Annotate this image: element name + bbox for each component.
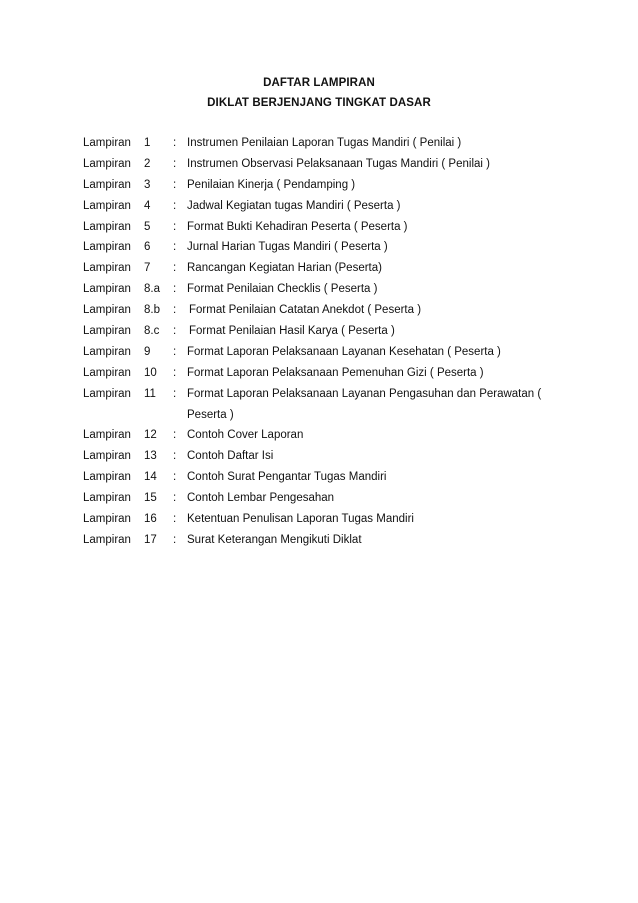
appendix-label: Lampiran <box>83 283 131 296</box>
appendix-label: Lampiran <box>83 513 131 526</box>
appendix-label: Lampiran <box>83 429 131 442</box>
appendix-number: 15 <box>144 492 157 505</box>
appendix-label: Lampiran <box>83 325 131 338</box>
appendix-separator: : <box>173 471 177 484</box>
appendix-label: Lampiran <box>83 137 131 149</box>
appendix-title: Contoh Daftar Isi <box>187 450 274 463</box>
appendix-title: Contoh Lembar Pengesahan <box>187 492 335 505</box>
appendix-label: Lampiran <box>83 533 131 546</box>
appendix-label: Lampiran <box>83 345 131 358</box>
appendix-separator: : <box>173 241 177 254</box>
appendix-separator: : <box>173 513 177 526</box>
appendix-separator: : <box>173 429 177 442</box>
appendix-label: Lampiran <box>83 492 131 505</box>
appendix-separator: : <box>173 304 177 317</box>
appendix-row <box>83 321 553 342</box>
appendix-label: Lampiran <box>83 157 131 170</box>
appendix-title: Format Penilaian Hasil Karya ( Peserta ) <box>189 325 395 338</box>
appendix-title: Ketentuan Penulisan Laporan Tugas Mandiri <box>187 513 414 526</box>
appendix-label: Lampiran <box>83 178 131 191</box>
appendix-title: Format Laporan Pelaksanaan Pemenuhan Gizi ( Peserta ) <box>187 366 484 379</box>
appendix-number: 8.a <box>144 283 160 296</box>
appendix-label: Lampiran <box>83 304 131 317</box>
appendix-separator: : <box>173 345 177 358</box>
appendix-title: Jadwal Kegiatan tugas Mandiri ( Peserta ) <box>187 199 401 212</box>
appendix-number: 11 <box>144 387 156 400</box>
appendix-number: 9 <box>144 345 151 358</box>
appendix-separator: : <box>173 387 177 400</box>
appendix-title: Rancangan Kegiatan Harian (Peserta) <box>187 262 382 275</box>
appendix-row <box>83 175 553 196</box>
appendix-separator: : <box>173 137 177 149</box>
appendix-label: Lampiran <box>83 199 131 212</box>
appendix-title: Penilaian Kinerja ( Pendamping ) <box>187 178 356 191</box>
document-title: DAFTAR LAMPIRAN <box>263 77 375 89</box>
appendix-label: Lampiran <box>83 241 131 254</box>
appendix-number: 2 <box>144 157 151 170</box>
appendix-number: 14 <box>144 471 157 484</box>
appendix-separator: : <box>173 220 177 233</box>
appendix-row <box>83 363 553 384</box>
document-subtitle: DIKLAT BERJENJANG TINGKAT DASAR <box>207 97 431 109</box>
appendix-number: 1 <box>144 137 151 149</box>
appendix-label: Lampiran <box>83 366 131 379</box>
appendix-number: 8.b <box>144 304 160 317</box>
appendix-separator: : <box>173 199 177 212</box>
appendix-label: Lampiran <box>83 450 131 463</box>
appendix-label: Lampiran <box>83 220 131 233</box>
appendix-title: Format Bukti Kehadiran Peserta ( Peserta ) <box>187 220 408 233</box>
appendix-row <box>83 279 553 300</box>
appendix-label: Lampiran <box>83 471 131 484</box>
appendix-separator: : <box>173 533 177 546</box>
appendix-separator: : <box>173 178 177 191</box>
appendix-number: 6 <box>144 241 151 254</box>
appendix-title: Format Laporan Pelaksanaan Layanan Kesehatan ( Peserta ) <box>187 345 501 358</box>
appendix-number: 7 <box>144 262 151 275</box>
appendix-row <box>83 196 553 217</box>
appendix-number: 10 <box>144 366 157 379</box>
appendix-separator: : <box>173 157 177 170</box>
appendix-row <box>83 446 553 467</box>
appendix-separator: : <box>173 283 177 296</box>
appendix-row <box>83 258 553 279</box>
appendix-separator: : <box>173 325 177 338</box>
appendix-title: Contoh Cover Laporan <box>187 429 304 442</box>
appendix-number: 17 <box>144 533 157 546</box>
appendix-title: Jurnal Harian Tugas Mandiri ( Peserta ) <box>187 241 388 254</box>
appendix-separator: : <box>173 450 177 463</box>
appendix-row <box>83 530 553 551</box>
appendix-separator: : <box>173 492 177 505</box>
appendix-number: 16 <box>144 513 157 526</box>
appendix-separator: : <box>173 262 177 275</box>
appendix-number: 4 <box>144 199 151 212</box>
appendix-number: 8.c <box>144 325 160 338</box>
appendix-title: Surat Keterangan Mengikuti Diklat <box>187 533 362 546</box>
appendix-row <box>83 237 553 258</box>
appendix-separator: : <box>173 366 177 379</box>
appendix-title: Format Penilaian Catatan Anekdot ( Peserta ) <box>189 304 422 317</box>
appendix-row <box>83 300 553 321</box>
appendix-row <box>83 509 553 530</box>
appendix-title: Instrumen Observasi Pelaksanaan Tugas Mandiri ( Penilai ) <box>187 157 490 170</box>
appendix-title: Format Laporan Pelaksanaan Layanan Pengasuhan dan Perawatan ( Peserta ) <box>187 387 542 421</box>
appendix-row <box>83 467 553 488</box>
appendix-row <box>83 425 553 446</box>
appendix-title: Contoh Surat Pengantar Tugas Mandiri <box>187 471 387 484</box>
appendix-row <box>83 488 553 509</box>
appendix-list <box>83 133 553 551</box>
appendix-label: Lampiran <box>83 387 131 400</box>
appendix-label: Lampiran <box>83 262 131 275</box>
appendix-row <box>83 342 553 363</box>
appendix-row <box>83 133 553 154</box>
appendix-number: 5 <box>144 220 151 233</box>
appendix-title: Format Penilaian Checklis ( Peserta ) <box>187 283 378 296</box>
appendix-row <box>83 384 553 426</box>
appendix-number: 12 <box>144 429 157 442</box>
appendix-row <box>83 217 553 238</box>
appendix-number: 3 <box>144 178 151 191</box>
appendix-row <box>83 154 553 175</box>
appendix-number: 13 <box>144 450 157 463</box>
appendix-title: Instrumen Penilaian Laporan Tugas Mandiri ( Penilai ) <box>187 137 462 149</box>
